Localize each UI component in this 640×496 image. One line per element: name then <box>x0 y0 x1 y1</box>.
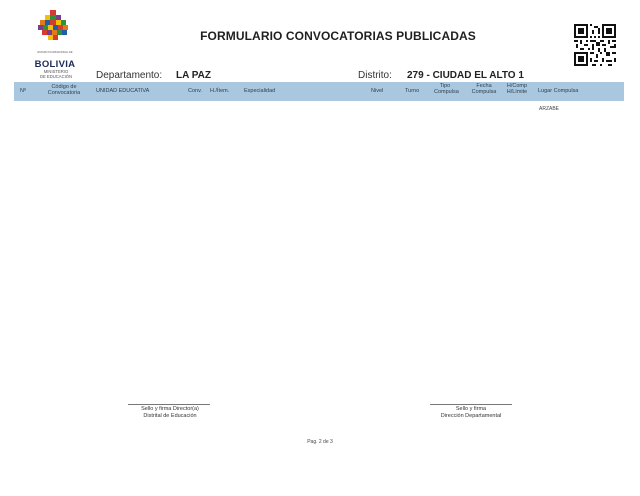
signature-line-left <box>128 404 210 405</box>
departamento-label: Departamento: <box>96 70 163 81</box>
col-especialidad: Especialidad <box>244 88 276 94</box>
signature-director-distrital: Sello y firma Director(a) Distrital de Educación <box>141 406 199 419</box>
col-nivel: Nivel <box>371 88 384 94</box>
logo-wordmark: BOLIVIA <box>34 59 76 70</box>
col-conv: Conv. <box>188 88 202 94</box>
signature-direccion-departamental: Sello y firma Dirección Departamental <box>440 406 502 419</box>
page-number: Pag. 2 de 3 <box>307 439 333 445</box>
bolivia-logo <box>30 10 80 70</box>
col-tipo-compulsa: Tipo Compulsa <box>434 83 459 95</box>
col-codigo: Código de Convocatoria <box>47 84 81 96</box>
table-header <box>14 82 624 101</box>
ministerio-label: MINISTERIO DE EDUCACIÓN <box>39 69 73 79</box>
col-horas-item: H./Ítem. <box>210 88 230 94</box>
page-title: FORMULARIO CONVOCATORIAS PUBLICADAS <box>200 29 476 43</box>
qr-code-icon <box>574 24 616 66</box>
signature-line-right <box>430 404 512 405</box>
col-fecha-compulsa: Fecha Compulsa <box>471 83 497 95</box>
lugar-compulsa-cell: ARZABE <box>539 106 560 112</box>
distrito-value: 279 - CIUDAD EL ALTO 1 <box>407 70 524 81</box>
col-turno: Turno <box>405 88 420 94</box>
col-lugar-compulsa: Lugar Compulsa <box>538 88 579 94</box>
col-nro: Nº <box>20 88 26 94</box>
logo-subtitle: ESTADO PLURINACIONAL DE <box>37 51 73 54</box>
distrito-label: Distrito: <box>358 70 392 81</box>
col-unidad-educativa: UNIDAD EDUCATIVA <box>96 88 150 94</box>
bolivia-emblem-icon <box>38 10 70 40</box>
departamento-value: LA PAZ <box>176 70 211 81</box>
col-hora-comp-limite: H/Comp H/Límite <box>506 83 528 95</box>
